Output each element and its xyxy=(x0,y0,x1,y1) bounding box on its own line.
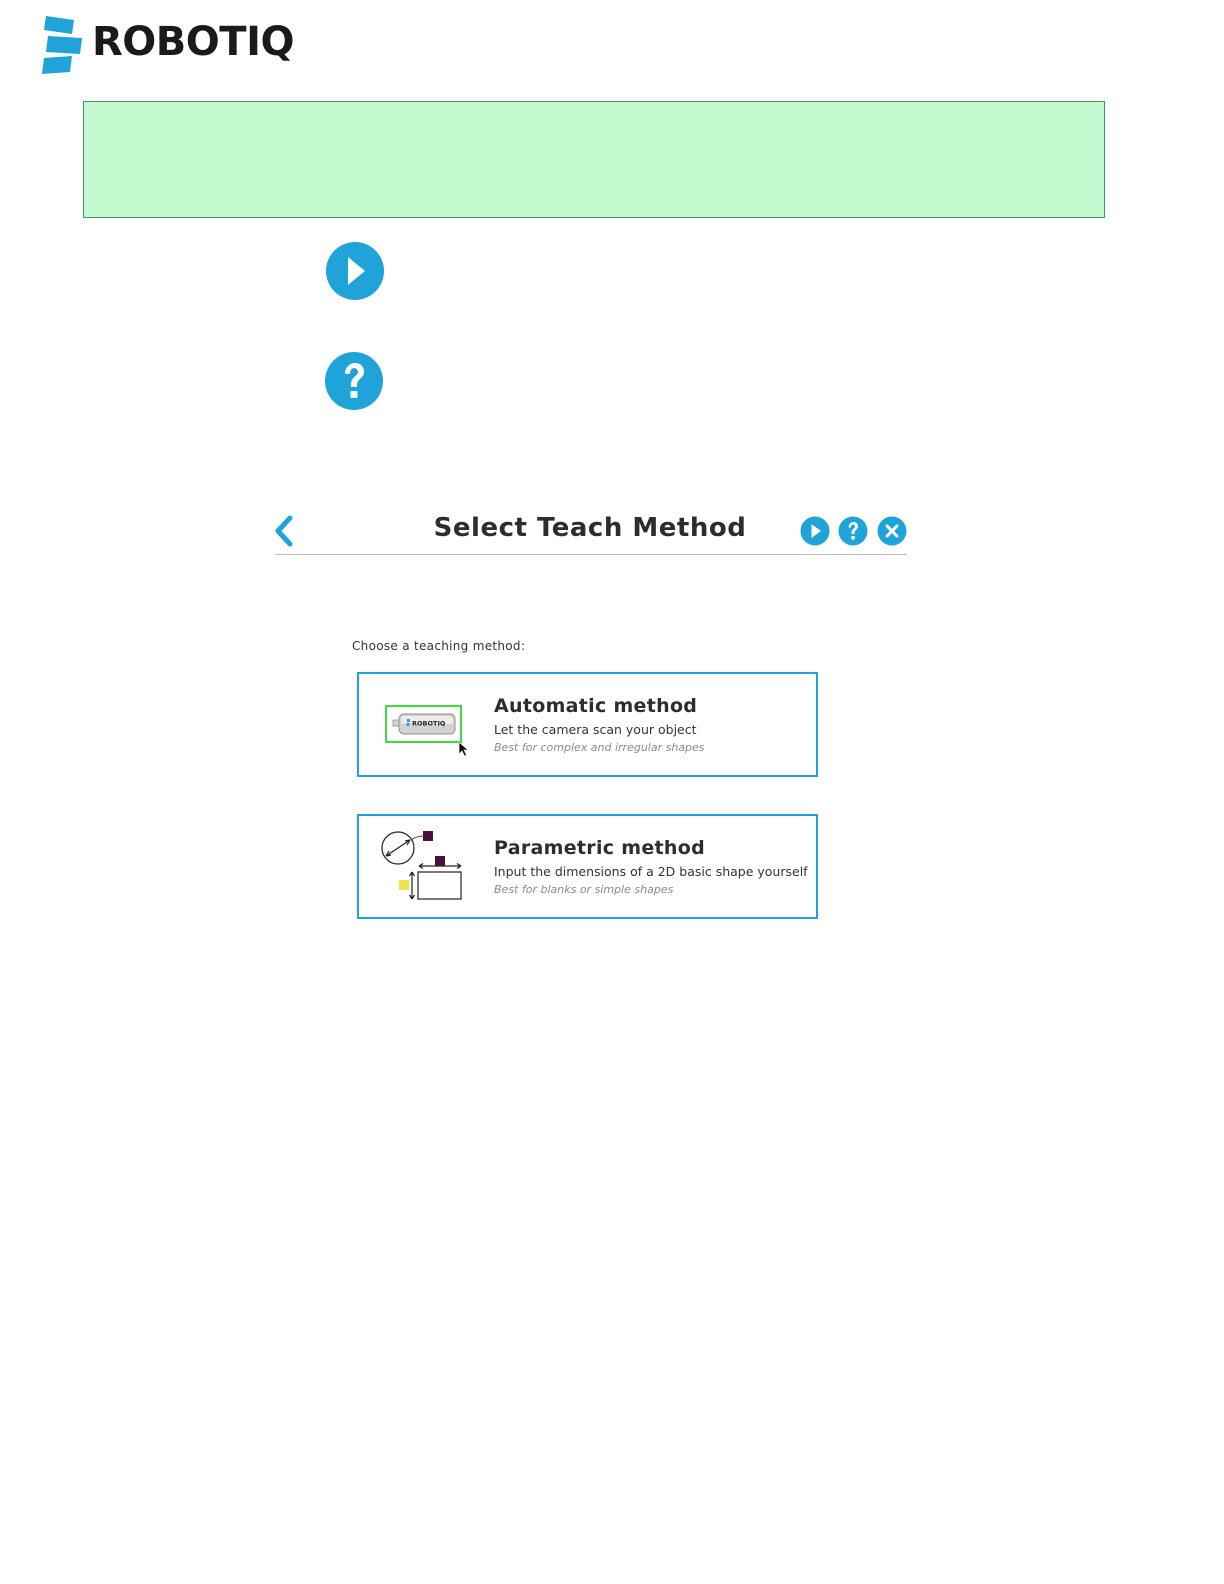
teach-method-prompt: Choose a teaching method: xyxy=(352,639,526,653)
help-icon xyxy=(324,351,384,411)
panel-title: Select Teach Method xyxy=(433,513,747,543)
thumbnail-brand-text: ROBOTIQ xyxy=(412,719,446,728)
help-icon[interactable] xyxy=(838,516,868,546)
close-icon[interactable] xyxy=(877,516,907,546)
method-description: Let the camera scan your object xyxy=(494,722,697,737)
robotiq-logo-mark xyxy=(40,14,86,76)
robotiq-logo xyxy=(40,14,294,78)
dimension-shapes-icon xyxy=(377,830,469,906)
method-title: Automatic method xyxy=(494,695,698,717)
logo-wordmark: ROBOTIQ xyxy=(92,19,294,65)
play-icon[interactable] xyxy=(800,516,830,546)
parametric-method-button[interactable] xyxy=(357,814,818,919)
note-box xyxy=(83,101,1105,218)
method-hint: Best for complex and irregular shapes xyxy=(494,741,705,754)
method-hint: Best for blanks or simple shapes xyxy=(494,883,674,896)
method-description: Input the dimensions of a 2D basic shape yourself xyxy=(494,864,808,879)
header-divider xyxy=(275,554,907,555)
back-icon[interactable] xyxy=(272,514,298,548)
automatic-method-button[interactable] xyxy=(357,672,818,777)
camera-scan-icon xyxy=(377,688,469,764)
play-icon xyxy=(325,241,385,301)
method-title: Parametric method xyxy=(494,837,706,859)
